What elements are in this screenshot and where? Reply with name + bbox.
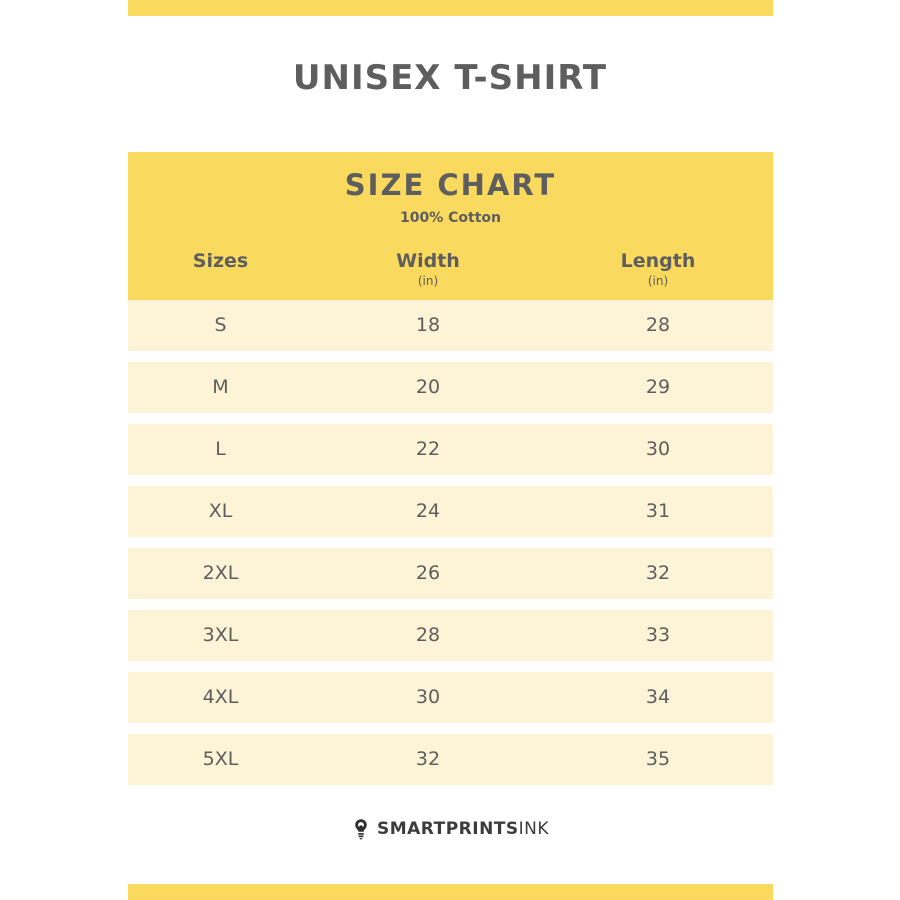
lightbulb-icon bbox=[351, 818, 371, 840]
cell-width: 20 bbox=[313, 356, 543, 418]
cell-length: 33 bbox=[543, 604, 773, 666]
cell-width: 22 bbox=[313, 418, 543, 480]
column-header-length bbox=[543, 240, 773, 300]
table-row bbox=[128, 480, 773, 542]
table-row bbox=[128, 604, 773, 666]
chart-subheading: 100% Cotton bbox=[400, 209, 501, 226]
cell-width: 18 bbox=[313, 300, 543, 357]
table-row bbox=[128, 666, 773, 728]
column-header-length-unit: (in) bbox=[647, 273, 669, 288]
brand-name-bold: SMARTPRINTS bbox=[376, 819, 519, 839]
size-chart-block bbox=[128, 152, 773, 785]
table-row bbox=[128, 418, 773, 480]
cell-size: 3XL bbox=[128, 604, 313, 666]
brand-name bbox=[377, 819, 549, 839]
brand-name-light: INK bbox=[518, 819, 550, 839]
cell-width: 32 bbox=[313, 728, 543, 785]
cell-size: S bbox=[128, 300, 313, 357]
chart-header bbox=[128, 152, 773, 240]
column-header-width-unit: (in) bbox=[417, 273, 439, 288]
cell-width: 30 bbox=[313, 666, 543, 728]
cell-length: 31 bbox=[543, 480, 773, 542]
page-title: UNISEX T-SHIRT bbox=[292, 58, 608, 98]
table-row bbox=[128, 356, 773, 418]
cell-length: 32 bbox=[543, 542, 773, 604]
bottom-accent-band bbox=[128, 884, 773, 900]
cell-length: 34 bbox=[543, 666, 773, 728]
cell-length: 28 bbox=[543, 300, 773, 357]
chart-heading: SIZE CHART bbox=[344, 168, 557, 202]
top-accent-band bbox=[128, 0, 773, 16]
cell-width: 24 bbox=[313, 480, 543, 542]
table-row bbox=[128, 542, 773, 604]
cell-size: L bbox=[128, 418, 313, 480]
column-header-sizes bbox=[128, 240, 313, 300]
cell-width: 26 bbox=[313, 542, 543, 604]
cell-length: 30 bbox=[543, 418, 773, 480]
cell-size: M bbox=[128, 356, 313, 418]
column-header-width bbox=[313, 240, 543, 300]
cell-size: XL bbox=[128, 480, 313, 542]
cell-length: 35 bbox=[543, 728, 773, 785]
column-header-width-label: Width bbox=[396, 249, 460, 272]
cell-size: 2XL bbox=[128, 542, 313, 604]
cell-size: 5XL bbox=[128, 728, 313, 785]
column-header-length-label: Length bbox=[620, 249, 696, 272]
cell-length: 29 bbox=[543, 356, 773, 418]
cell-size: 4XL bbox=[128, 666, 313, 728]
cell-width: 28 bbox=[313, 604, 543, 666]
brand-footer bbox=[0, 818, 900, 840]
table-row bbox=[128, 300, 773, 357]
table-header-row bbox=[128, 240, 773, 300]
size-table bbox=[128, 240, 773, 785]
column-header-sizes-label: Sizes bbox=[192, 249, 249, 272]
table-row bbox=[128, 728, 773, 785]
